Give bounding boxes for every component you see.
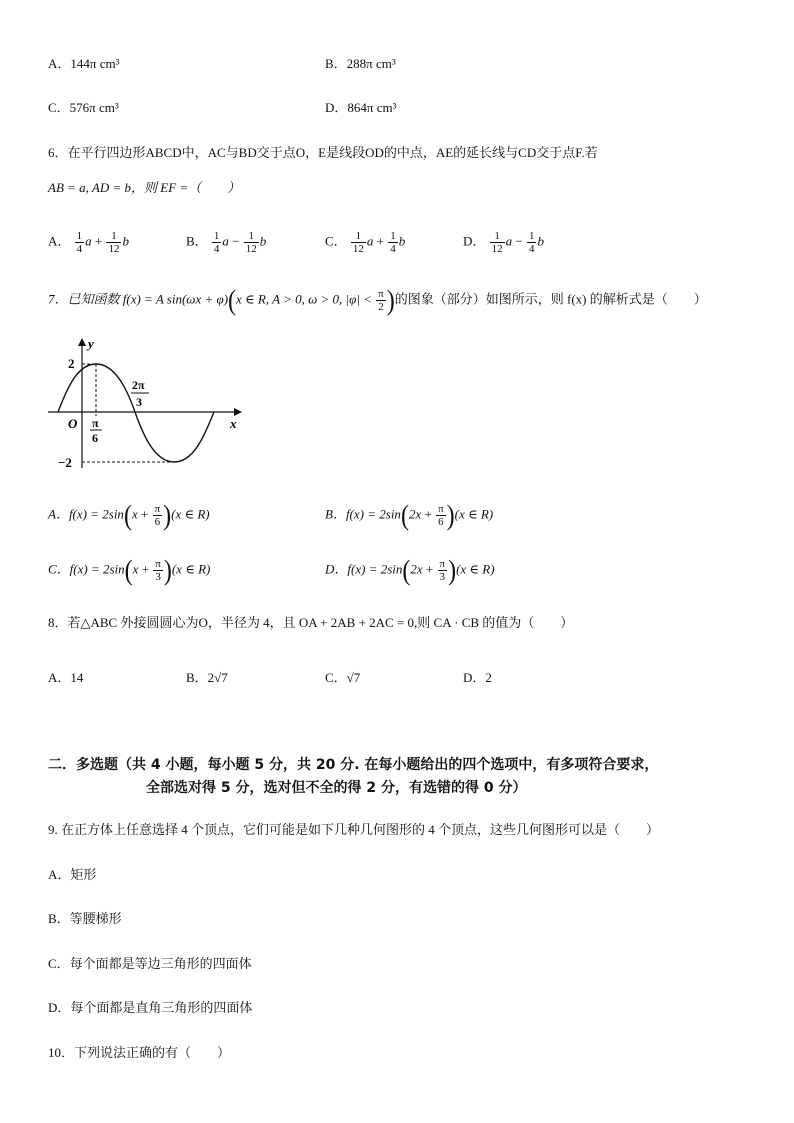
q6-a-frac2: $\frac{1}{12}$ xyxy=(108,230,120,255)
pi6-denominator: 6 xyxy=(92,431,98,445)
q6-d-frac2: $\frac{1}{4}$ xyxy=(528,230,535,255)
x-axis-label: x xyxy=(230,416,237,431)
q9-option-b: B．等腰梯形 xyxy=(48,911,122,926)
q7-stem-frac: $\frac{\pi}{2}$ xyxy=(378,288,384,313)
q6-stem-vectors: AB = a, AD = b，则 EF =（ ） xyxy=(48,180,241,195)
q6-c-frac1: $\frac{1}{12}$ xyxy=(352,230,364,255)
q9-option-a: A．矩形 xyxy=(48,867,97,882)
q6-b-frac2: $\frac{1}{12}$ xyxy=(245,230,257,255)
q6-option-d-label: D． xyxy=(463,233,486,249)
section-multi-choice-scoring: 全部选对得 5 分，选对但不全的得 2 分，有选错的得 0 分） xyxy=(146,780,527,796)
y-axis-label: y xyxy=(88,336,94,351)
q6-option-a-label: A． xyxy=(48,233,71,249)
q6-a-frac1: $\frac{1}{4}$ xyxy=(76,230,83,255)
q7-option-b-label: B．f(x) = 2sin xyxy=(325,506,401,522)
q10-stem: 10．下列说法正确的有（ ） xyxy=(48,1045,231,1060)
q8-stem: 8．若△ABC 外接圆圆心为O，半径为 4，且 OA + 2AB + 2AC = 0,则 CA · CB 的值为（ ） xyxy=(48,615,574,630)
q5-option-b: B．288π cm³ xyxy=(325,56,396,71)
q8-option-b: B．2√7 xyxy=(186,670,228,685)
y-axis-arrow xyxy=(78,338,86,346)
q7-option-d-label: D．f(x) = 2sin xyxy=(325,561,403,577)
q6-c-frac2: $\frac{1}{4}$ xyxy=(390,230,396,255)
q5-option-d: D．864π cm³ xyxy=(325,100,397,115)
q7-stem-tail: 的图象（部分）如图所示，则 f(x) 的解析式是（ ） xyxy=(394,291,707,307)
q7-option-c-label: C．f(x) = 2sin xyxy=(48,561,125,577)
max-label: 2 xyxy=(68,356,75,371)
q8-option-c: C．√7 xyxy=(325,670,361,685)
q7-stem-function: 7．已知函数 f(x) = A sin(ωx + φ) xyxy=(48,291,229,307)
q6-b-frac1: $\frac{1}{4}$ xyxy=(213,230,220,255)
q6-option-b-label: B． xyxy=(186,233,208,249)
twopi3-numerator: 2π xyxy=(132,378,145,392)
q8-option-d: D．2 xyxy=(463,670,492,685)
section-multi-choice-heading: 二．多选题（共 4 小题，每小题 5 分，共 20 分. 在每小题给出的四个选项中，有多项符合要求， xyxy=(48,757,659,773)
q6-option-c: C． $\frac{1}{12}$ a + $\frac{1}{4}$ b xyxy=(325,230,406,255)
q6-option-c-label: C． xyxy=(325,233,347,249)
q7-option-a: A．f(x) = 2sin(x + $\frac{\pi}{6}$ )(x ∈ R) xyxy=(48,499,210,532)
q6-d-frac1: $\frac{1}{12}$ xyxy=(491,230,503,255)
q9-option-d: D．每个面都是直角三角形的四面体 xyxy=(48,1000,253,1015)
q6-option-d: D． $\frac{1}{12}$ a − $\frac{1}{4}$ b xyxy=(463,230,544,255)
q7-stem: 7．已知函数 f(x) = A sin(ωx + φ)(x ∈ R, A > 0, ω > 0, |φ| < $\frac{\pi}{2}$ )的图象（部分）如图所示，则 f(x) 的解析式是（ ） xyxy=(48,284,707,317)
twopi3-denominator: 3 xyxy=(136,395,142,409)
x-axis-arrow xyxy=(234,408,242,416)
q5-option-a: A．144π cm³ xyxy=(48,56,120,71)
pi6-numerator: π xyxy=(92,416,99,430)
q7-option-d: D．f(x) = 2sin(2x + $\frac{\pi}{3}$ )(x ∈ R) xyxy=(325,554,495,587)
q6-stem: 6．在平行四边形ABCD中，AC与BD交于点O，E是线段OD的中点，AE的延长线与CD交于点F.若 xyxy=(48,145,598,160)
q9-stem: 9. 在正方体上任意选择 4 个顶点，它们可能是如下几种几何图形的 4 个顶点，这些几何图形可以是（ ） xyxy=(48,822,660,837)
q7-sine-graph xyxy=(44,336,248,472)
q6-option-a: A． $\frac{1}{4}$ a + $\frac{1}{12}$ b xyxy=(48,230,129,255)
origin-label: O xyxy=(68,416,78,431)
q6-option-b: B． $\frac{1}{4}$ a − $\frac{1}{12}$ b xyxy=(186,230,267,255)
q5-option-c: C．576π cm³ xyxy=(48,100,119,115)
q7-option-c: C．f(x) = 2sin(x + $\frac{\pi}{3}$ )(x ∈ R) xyxy=(48,554,211,587)
q7-option-b: B．f(x) = 2sin(2x + $\frac{\pi}{6}$ )(x ∈ R) xyxy=(325,499,494,532)
q7-stem-condition: x ∈ R, A > 0, ω > 0, |φ| < xyxy=(236,291,372,307)
q9-option-c: C．每个面都是等边三角形的四面体 xyxy=(48,956,252,971)
q7-option-a-label: A．f(x) = 2sin xyxy=(48,506,124,522)
q8-option-a: A．14 xyxy=(48,670,84,685)
min-label: −2 xyxy=(58,455,72,470)
